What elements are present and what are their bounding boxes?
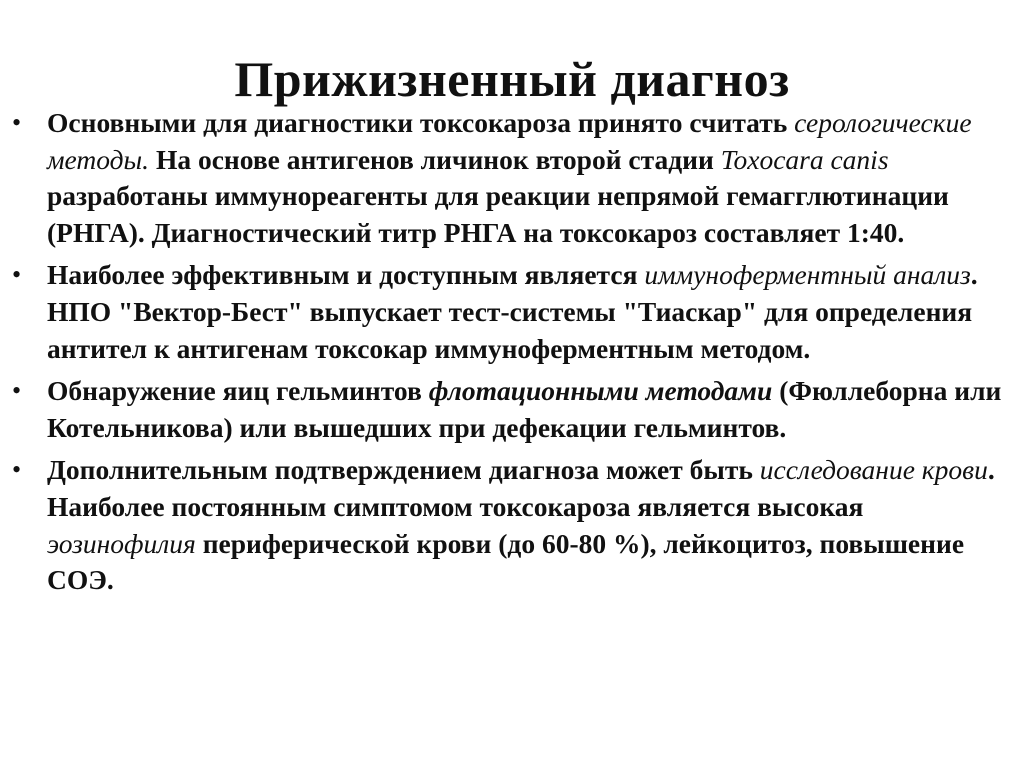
- bullet-item-flotation: [0, 373, 1024, 446]
- bullet-text: Основными для диагностики токсокароза принято считать: [47, 107, 795, 138]
- bullet-dot-icon: •: [12, 376, 22, 406]
- bullet-dot-icon: •: [12, 260, 22, 290]
- bullet-dot-icon: •: [12, 108, 22, 137]
- bullet-text: (Фюллеборна или Котельникова) или вышедших при дефекации гельминтов.: [47, 375, 1002, 443]
- emphasis-text: серологические методы.: [47, 107, 972, 175]
- bullet-text: На основе антигенов личинок второй стадии: [149, 143, 721, 175]
- bullet-text: разработаны иммунореагенты для реакции непрямой гемагглютинации (РНГА). Диагностический титр РНГА на токсокароз составляет 1:40.: [47, 180, 949, 248]
- bullet-item-serology: [0, 105, 1024, 251]
- emphasis-text: иммуноферментный анализ: [644, 259, 971, 291]
- emphasis-text: эозинофилия: [47, 527, 196, 559]
- bullet-list: [0, 105, 1024, 605]
- species-name: Toxocara canis: [720, 143, 889, 175]
- emphasis-text: исследование крови: [759, 454, 988, 486]
- bullet-text: Дополнительным подтверждением диагноза может быть: [47, 454, 760, 486]
- bullet-item-elisa: [0, 257, 1024, 367]
- emphasis-text: флотационными методами: [428, 375, 773, 407]
- bullet-text: . Наиболее постоянным симптомом токсокароза является высокая: [47, 454, 995, 522]
- bullet-item-blood: [0, 452, 1024, 598]
- bullet-text: периферической крови (до 60-80 %), лейкоцитоз, повышение СОЭ.: [47, 527, 965, 596]
- bullet-text: Обнаружение яиц гельминтов: [47, 375, 429, 407]
- bullet-dot-icon: •: [12, 455, 22, 485]
- slide-title: Прижизненный диагноз: [234, 50, 790, 107]
- bullet-text: Наиболее эффективным и доступным является: [47, 259, 645, 291]
- bullet-text: . НПО "Вектор-Бест" выпускает тест-системы "Тиаскар" для определения антител к антигенам токсокар иммуноферментным методом.: [47, 259, 978, 364]
